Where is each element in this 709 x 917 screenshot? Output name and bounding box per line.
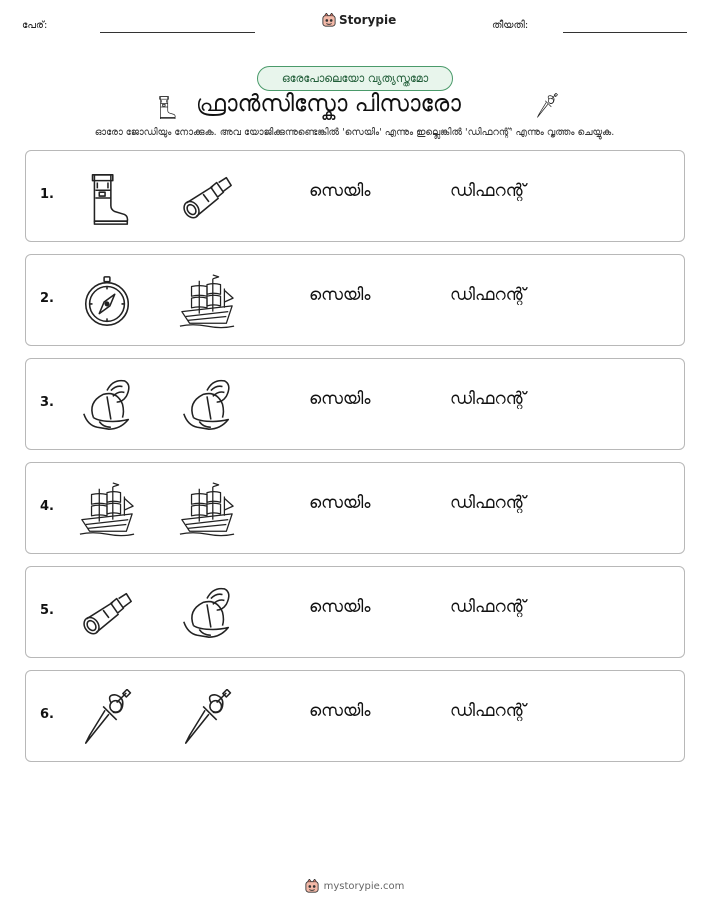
different-option[interactable]: ഡിഫറന്റ് <box>450 493 526 513</box>
boot-icon <box>153 92 179 122</box>
spyglass-icon <box>178 169 236 227</box>
worksheet-header <box>22 12 687 36</box>
same-option[interactable]: സെയിം <box>309 701 371 721</box>
sword-icon <box>534 89 560 123</box>
different-option[interactable]: ഡിഫറന്റ് <box>450 701 526 721</box>
footer-url: mystorypie.com <box>323 880 405 892</box>
question-number: 4. <box>40 499 54 514</box>
ship-icon <box>78 481 136 539</box>
question-row <box>25 670 685 762</box>
same-option[interactable]: സെയിം <box>309 597 371 617</box>
same-option[interactable]: സെയിം <box>309 285 371 305</box>
helmet-icon <box>178 585 236 643</box>
helmet-icon <box>78 377 136 435</box>
footer <box>0 879 709 893</box>
spyglass-icon <box>78 585 136 643</box>
different-option[interactable]: ഡിഫറന്റ് <box>450 285 526 305</box>
question-number: 3. <box>40 395 54 410</box>
sword-icon <box>78 689 136 747</box>
different-option[interactable]: ഡിഫറന്റ് <box>450 597 526 617</box>
question-row <box>25 358 685 450</box>
ship-icon <box>178 481 236 539</box>
storypie-logo-icon <box>322 13 336 27</box>
question-number: 6. <box>40 707 54 722</box>
question-number: 2. <box>40 291 54 306</box>
date-label: തീയതി: <box>492 20 529 31</box>
ship-icon <box>178 273 236 331</box>
helmet-icon <box>178 377 236 435</box>
date-line[interactable] <box>563 32 687 33</box>
same-option[interactable]: സെയിം <box>309 389 371 409</box>
title-row <box>0 89 709 125</box>
brand-name: Storypie <box>339 13 397 27</box>
question-row <box>25 254 685 346</box>
same-option[interactable]: സെയിം <box>309 493 371 513</box>
name-label: പേര്: <box>22 20 48 31</box>
sword-icon <box>178 689 236 747</box>
question-number: 5. <box>40 603 54 618</box>
different-option[interactable]: ഡിഫറന്റ് <box>450 389 526 409</box>
brand-logo <box>322 13 396 27</box>
different-option[interactable]: ഡിഫറന്റ് <box>450 181 526 201</box>
category-badge: ഒരേപോലെയോ വ്യത്യസ്തമോ <box>257 66 453 91</box>
storypie-logo-icon <box>305 879 319 893</box>
instructions: ഓരോ ജോഡിയും നോക്കുക. അവ യോജിക്കുന്നുണ്ടെങ്കിൽ 'സെയിം' എന്നും ഇല്ലെങ്കിൽ 'ഡിഫറന്റ്' എന്നും വൃത്തം ചെയ്യുക. <box>94 127 615 138</box>
question-row <box>25 150 685 242</box>
question-row <box>25 566 685 658</box>
question-number: 1. <box>40 187 54 202</box>
question-row <box>25 462 685 554</box>
page-title: ഫ്രാൻസിസ്കോ പിസാരോ <box>196 91 461 117</box>
compass-icon <box>78 273 136 331</box>
name-line[interactable] <box>100 32 255 33</box>
boot-icon <box>78 169 136 227</box>
same-option[interactable]: സെയിം <box>309 181 371 201</box>
